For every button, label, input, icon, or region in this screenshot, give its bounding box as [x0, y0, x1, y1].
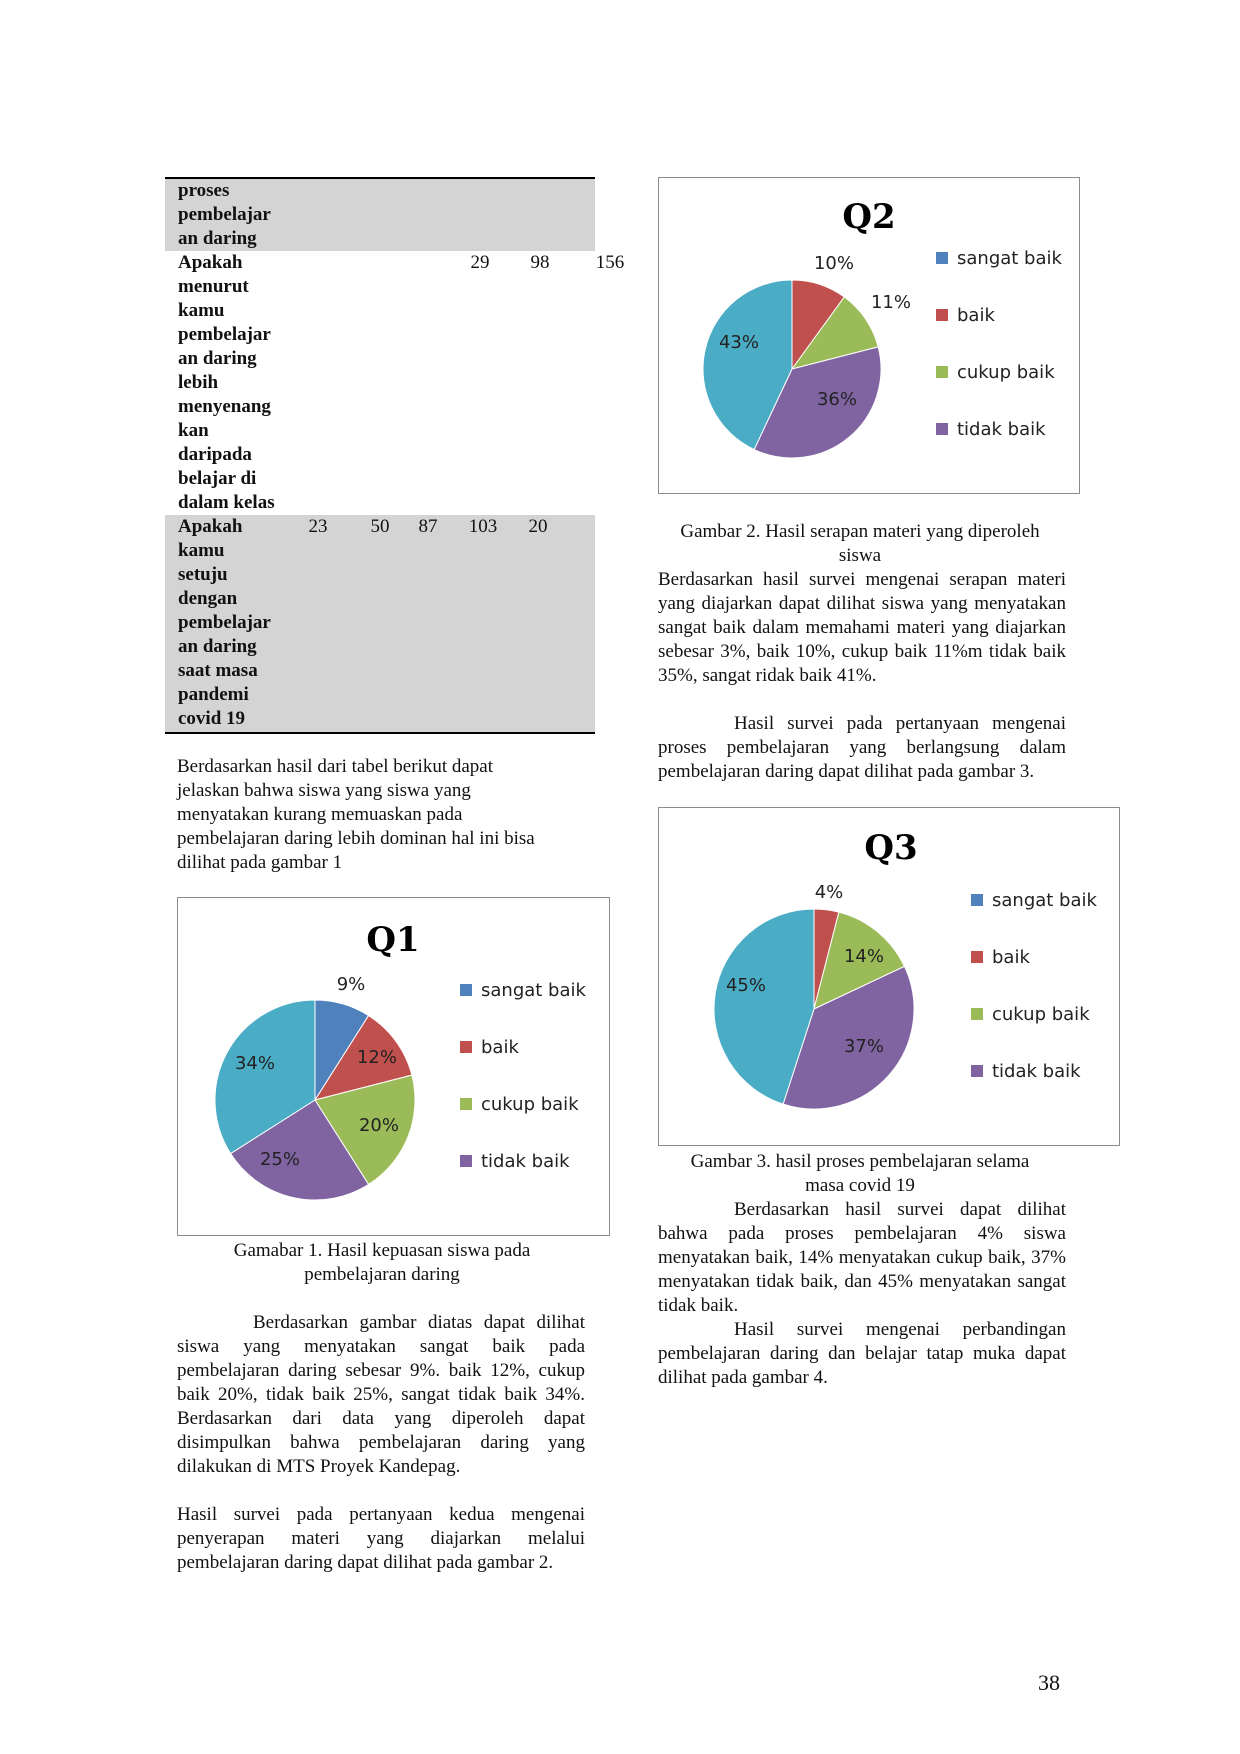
question-line: menurut [178, 276, 249, 297]
legend-swatch [936, 366, 948, 378]
table-value-cell: 20 [528, 516, 548, 537]
table-value-cell: 23 [308, 516, 328, 537]
legend-swatch [936, 423, 948, 435]
legend-swatch [460, 984, 472, 996]
chart-title: Q1 [366, 920, 420, 960]
data-label: 11% [870, 292, 912, 313]
text-line: Berdasarkan hasil dari tabel berikut dapat [177, 756, 494, 777]
figure-caption-2 [660, 520, 1060, 568]
page-number: 38 [1038, 1670, 1060, 1695]
data-label: 4% [814, 882, 844, 903]
legend-swatch [971, 1008, 983, 1020]
question-line: an daring [178, 348, 257, 369]
question-line: setuju [178, 564, 228, 585]
chart-q1 [178, 898, 609, 1235]
question-line: proses [178, 180, 230, 201]
legend-label: tidak baik [481, 1151, 570, 1172]
paragraph-figure4-intro: Hasil survei mengenai perbandingan pembelajaran daring dan belajar tatap muka dapat dilihat pada gambar 4. [658, 1319, 1066, 1388]
question-line: kan [178, 420, 209, 441]
data-label: 20% [358, 1115, 400, 1136]
chart-q2 [659, 178, 1079, 493]
question-line: Apakah [178, 252, 243, 273]
data-label: 34% [234, 1053, 276, 1074]
text-line: dilihat pada gambar 1 [177, 852, 343, 873]
question-line: pembelajar [178, 204, 271, 225]
question-line: dalam kelas [178, 492, 275, 513]
caption-line: Gambar 2. Hasil serapan materi yang diperoleh [680, 521, 1040, 542]
table-value-cell: 103 [468, 516, 498, 537]
survey-table [165, 177, 625, 734]
data-label: 9% [336, 974, 366, 995]
question-line: kamu [178, 540, 225, 561]
table-value-cell: 98 [530, 252, 550, 273]
figure-caption-1 [177, 1239, 587, 1287]
data-label: 37% [843, 1036, 885, 1057]
legend-label: baik [992, 947, 1030, 968]
chart-q3-frame [658, 807, 1120, 1146]
table-question-cell [165, 515, 290, 731]
table-question-cell [165, 179, 290, 251]
legend-swatch [971, 1065, 983, 1077]
chart-q3 [659, 808, 1119, 1145]
chart-title: Q3 [864, 828, 918, 868]
table-value-cell: 50 [370, 516, 390, 537]
legend-label: baik [481, 1037, 519, 1058]
data-label: 36% [816, 389, 858, 410]
data-label: 45% [725, 975, 767, 996]
legend-label: sangat baik [957, 248, 1062, 269]
table-value-cell: 87 [418, 516, 438, 537]
legend-swatch [936, 309, 948, 321]
question-line: belajar di [178, 468, 257, 489]
figure-caption-3 [660, 1150, 1060, 1198]
question-line: lebih [178, 372, 219, 393]
data-label: 25% [259, 1149, 301, 1170]
table-row [165, 251, 625, 515]
question-line: daripada [178, 444, 252, 465]
table-question-cell [165, 251, 290, 515]
legend-label: sangat baik [481, 980, 586, 1001]
caption-line: masa covid 19 [805, 1175, 915, 1196]
question-line: an daring [178, 228, 257, 249]
legend-swatch [460, 1041, 472, 1053]
question-line: kamu [178, 300, 225, 321]
table-value-cell: 156 [595, 252, 625, 273]
question-line: menyenang [178, 396, 271, 417]
paragraph-figure2-intro: Hasil survei pada pertanyaan kedua mengenai penyerapan materi yang diajarkan melalui pembelajaran daring dapat dilihat pada gambar 2. [177, 1504, 585, 1573]
text-line: jelaskan bahwa siswa yang siswa yang [177, 780, 471, 801]
table-row [165, 515, 595, 732]
table-value-cell: 29 [470, 252, 490, 273]
paragraph-intro [177, 755, 597, 875]
legend-swatch [460, 1098, 472, 1110]
table-row [165, 179, 595, 251]
question-line: pembelajar [178, 324, 271, 345]
chart-q1-frame [177, 897, 610, 1236]
question-line: pembelajar [178, 612, 271, 633]
legend-label: cukup baik [481, 1094, 579, 1115]
question-line: an daring [178, 636, 257, 657]
paragraph-figure3-intro: Hasil survei pada pertanyaan mengenai proses pembelajaran yang berlangsung dalam pembelajaran daring dapat dilihat pada gambar 3. [658, 713, 1066, 782]
legend-label: cukup baik [992, 1004, 1090, 1025]
data-label: 12% [356, 1047, 398, 1068]
legend-label: tidak baik [957, 419, 1046, 440]
question-line: pandemi [178, 684, 249, 705]
legend-swatch [971, 951, 983, 963]
caption-line: siswa [838, 545, 882, 566]
question-line: dengan [178, 588, 238, 609]
question-line: saat masa [178, 660, 258, 681]
caption-line: Gamabar 1. Hasil kepuasan siswa pada [233, 1240, 531, 1261]
text-line: pembelajaran daring lebih dominan hal ini bisa [177, 828, 535, 849]
question-line: Apakah [178, 516, 243, 537]
legend-swatch [936, 252, 948, 264]
paragraph-figure2-analysis: Berdasarkan hasil survei mengenai serapan materi yang diajarkan dapat dilihat siswa yang menyatakan sangat baik dalam memahami materi yang diajarkan sebesar 3%, baik 10%, cukup baik 11%m tidak baik 35%, sangat ridak baik 41%. [658, 569, 1066, 686]
chart-title: Q2 [842, 197, 896, 237]
question-line: covid 19 [178, 708, 246, 729]
chart-q2-frame [658, 177, 1080, 494]
legend-label: sangat baik [992, 890, 1097, 911]
legend-label: tidak baik [992, 1061, 1081, 1082]
caption-line: pembelajaran daring [304, 1264, 460, 1285]
data-label: 14% [843, 946, 885, 967]
legend-label: baik [957, 305, 995, 326]
legend-swatch [460, 1155, 472, 1167]
legend-swatch [971, 894, 983, 906]
data-label: 43% [718, 332, 760, 353]
paragraph-figure1-analysis: Berdasarkan gambar diatas dapat dilihat siswa yang menyatakan sangat baik pada pembelajaran daring sebesar 9%. baik 12%, cukup baik 20%, tidak baik 25%, sangat tidak baik 34%. Berdasarkan dari data yang diperoleh dapat disimpulkan bahwa pembelajaran daring yang dilakukan di MTS Proyek Kandepag. [177, 1312, 585, 1477]
caption-line: Gambar 3. hasil proses pembelajaran selama [690, 1151, 1030, 1172]
legend-label: cukup baik [957, 362, 1055, 383]
paragraph-figure3-analysis: Berdasarkan hasil survei dapat dilihat bahwa pada proses pembelajaran 4% siswa menyatakan baik, 14% menyatakan cukup baik, 37% menyatakan tidak baik, dan 45% menyatakan sangat tidak baik. [658, 1199, 1066, 1316]
data-label: 10% [813, 253, 855, 274]
text-line: menyatakan kurang memuaskan pada [177, 804, 463, 825]
